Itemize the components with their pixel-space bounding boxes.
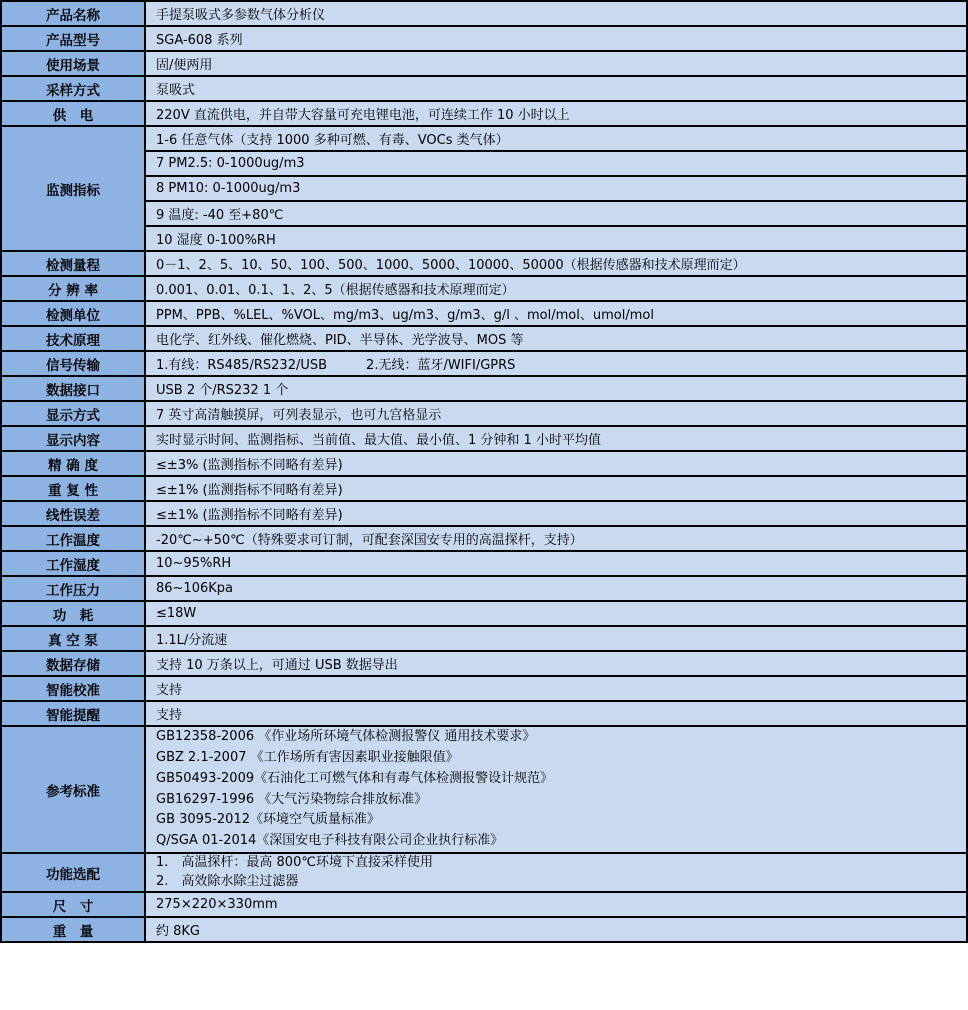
row-power-consumption — [1, 601, 967, 626]
row-sampling-method — [1, 76, 967, 101]
spec-label: 重 量 — [1, 917, 145, 942]
row-monitor-pm25 — [1, 151, 967, 176]
spec-value-standards — [145, 726, 967, 853]
row-monitor-pm10 — [1, 176, 967, 201]
spec-label: 尺 寸 — [1, 892, 145, 917]
spec-value: 220V 直流供电，并自带大容量可充电锂电池，可连续工作 10 小时以上 — [145, 101, 967, 126]
row-monitor-indicators — [1, 126, 967, 151]
standard-line: Q/SGA 01-2014《深国安电子科技有限公司企业执行标准》 — [156, 832, 504, 848]
row-accuracy — [1, 451, 967, 476]
row-working-pressure — [1, 576, 967, 601]
spec-label: 数据接口 — [1, 376, 145, 401]
spec-label: 真 空 泵 — [1, 626, 145, 651]
spec-value: 7 英寸高清触摸屏，可列表显示，也可九宫格显示 — [145, 401, 967, 426]
option-line: 2. 高效除水除尘过滤器 — [156, 873, 299, 889]
spec-value: 10 湿度 0-100%RH — [145, 226, 967, 251]
spec-value: 约 8KG — [145, 917, 967, 942]
standard-line: GB 3095-2012《环境空气质量标准》 — [156, 812, 380, 828]
spec-value: 实时显示时间、监测指标、当前值、最大值、最小值、1 分钟和 1 小时平均值 — [145, 426, 967, 451]
spec-value: ≤±1% (监测指标不同略有差异) — [145, 476, 967, 501]
spec-label: 数据存储 — [1, 651, 145, 676]
spec-label: 智能提醒 — [1, 701, 145, 726]
spec-value: 手提泵吸式多参数气体分析仪 — [145, 1, 967, 26]
spec-value: 275×220×330mm — [145, 892, 967, 917]
spec-label: 产品型号 — [1, 26, 145, 51]
row-vacuum-pump — [1, 626, 967, 651]
spec-label: 参考标准 — [1, 726, 145, 853]
spec-label: 检测单位 — [1, 301, 145, 326]
spec-value: 7 PM2.5: 0-1000ug/m3 — [145, 151, 967, 176]
row-smart-reminder — [1, 701, 967, 726]
row-detection-unit — [1, 301, 967, 326]
spec-label: 精 确 度 — [1, 451, 145, 476]
spec-value: ≤±3% (监测指标不同略有差异) — [145, 451, 967, 476]
row-power-supply — [1, 101, 967, 126]
spec-value: 9 温度: -40 至+80℃ — [145, 201, 967, 226]
spec-label: 采样方式 — [1, 76, 145, 101]
spec-label: 重 复 性 — [1, 476, 145, 501]
row-weight — [1, 917, 967, 942]
spec-value: 1-6 任意气体（支持 1000 多种可燃、有毒、VOCs 类气体） — [145, 126, 967, 151]
spec-value: 8 PM10: 0-1000ug/m3 — [145, 176, 967, 201]
standard-line: GB12358-2006 《作业场所环境气体检测报警仪 通用技术要求》 — [156, 729, 536, 745]
spec-value: 支持 10 万条以上，可通过 USB 数据导出 — [145, 651, 967, 676]
spec-label: 产品名称 — [1, 1, 145, 26]
row-reference-standards — [1, 726, 967, 853]
spec-label: 检测量程 — [1, 251, 145, 276]
row-monitor-temperature — [1, 201, 967, 226]
row-usage-scene — [1, 51, 967, 76]
row-dimensions — [1, 892, 967, 917]
spec-value-options — [145, 853, 967, 892]
spec-label: 功能选配 — [1, 853, 145, 892]
standard-line: GB50493-2009《石油化工可燃气体和有毒气体检测报警设计规范》 — [156, 770, 554, 786]
spec-value: ≤±1% (监测指标不同略有差异) — [145, 501, 967, 526]
row-detection-range — [1, 251, 967, 276]
row-repeatability — [1, 476, 967, 501]
spec-value: 1.有线：RS485/RS232/USB 2.无线：蓝牙/WIFI/GPRS — [145, 351, 967, 376]
row-optional-features — [1, 853, 967, 892]
spec-value: 泵吸式 — [145, 76, 967, 101]
spec-value: 1.1L/分流速 — [145, 626, 967, 651]
spec-label: 工作压力 — [1, 576, 145, 601]
spec-label: 线性误差 — [1, 501, 145, 526]
spec-label: 显示内容 — [1, 426, 145, 451]
spec-label: 技术原理 — [1, 326, 145, 351]
row-linearity-error — [1, 501, 967, 526]
spec-value: 支持 — [145, 676, 967, 701]
spec-value: 电化学、红外线、催化燃烧、PID、半导体、光学波导、MOS 等 — [145, 326, 967, 351]
spec-value: 支持 — [145, 701, 967, 726]
row-display-mode — [1, 401, 967, 426]
spec-value: 0－1、2、5、10、50、100、500、1000、5000、10000、50000（根据传感器和技术原理而定） — [145, 251, 967, 276]
row-resolution — [1, 276, 967, 301]
spec-label: 工作湿度 — [1, 551, 145, 576]
row-product-model — [1, 26, 967, 51]
spec-label: 监测指标 — [1, 126, 145, 251]
standard-line: GB16297-1996 《大气污染物综合排放标准》 — [156, 791, 428, 807]
spec-label: 功 耗 — [1, 601, 145, 626]
row-product-name — [1, 1, 967, 26]
row-display-content — [1, 426, 967, 451]
row-smart-calibration — [1, 676, 967, 701]
row-working-humidity — [1, 551, 967, 576]
spec-label: 工作温度 — [1, 526, 145, 551]
spec-label: 智能校准 — [1, 676, 145, 701]
spec-value: USB 2 个/RS232 1 个 — [145, 376, 967, 401]
spec-label: 信号传输 — [1, 351, 145, 376]
row-data-interface — [1, 376, 967, 401]
spec-label: 供 电 — [1, 101, 145, 126]
spec-label: 使用场景 — [1, 51, 145, 76]
option-line: 1. 高温探杆：最高 800℃环境下直接采样使用 — [156, 855, 433, 870]
row-working-temperature — [1, 526, 967, 551]
row-tech-principle — [1, 326, 967, 351]
row-data-storage — [1, 651, 967, 676]
spec-value: 10~95%RH — [145, 551, 967, 576]
spec-value: SGA-608 系列 — [145, 26, 967, 51]
standard-line: GBZ 2.1-2007 《工作场所有害因素职业接触限值》 — [156, 750, 459, 766]
spec-value: ≤18W — [145, 601, 967, 626]
spec-value: PPM、PPB、%LEL、%VOL、mg/m3、ug/m3、g/m3、g/l 、mol/mol、umol/mol — [145, 301, 967, 326]
row-signal-transmission — [1, 351, 967, 376]
row-monitor-humidity — [1, 226, 967, 251]
spec-value: 0.001、0.01、0.1、1、2、5（根据传感器和技术原理而定） — [145, 276, 967, 301]
spec-label: 分 辨 率 — [1, 276, 145, 301]
spec-label: 显示方式 — [1, 401, 145, 426]
spec-value: -20℃~+50℃（特殊要求可订制，可配套深国安专用的高温探杆，支持） — [145, 526, 967, 551]
spec-value: 固/便两用 — [145, 51, 967, 76]
spec-value: 86~106Kpa — [145, 576, 967, 601]
